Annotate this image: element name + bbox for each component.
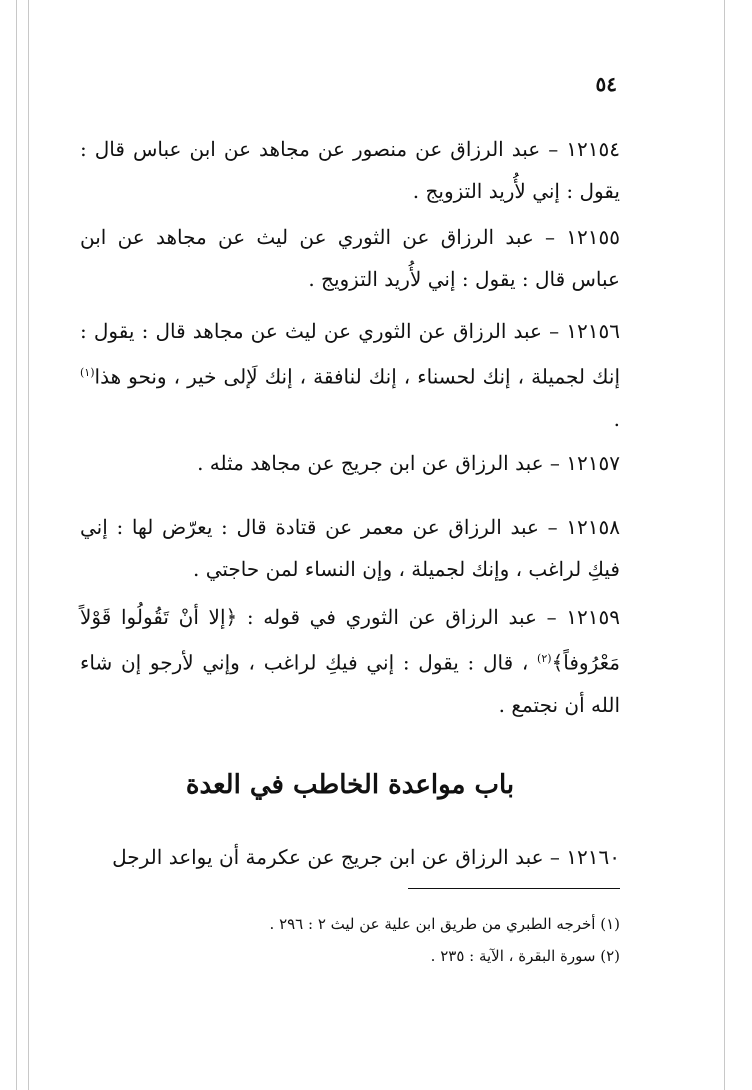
footnote-ref: (٢) — [537, 652, 552, 665]
hadith-entry: ١٢١٥٩ – عبد الرزاق عن الثوري في قوله : ﴿إلا أنْ تَقُولُوا قَوْلاً مَعْرُوفاً﴾$^{(٢)}$ ، قال : يقول : إني فيكِ لراغب ، وإني لأرجو إن شاء الله أن نجتمع . — [80, 605, 620, 717]
binding-line — [724, 0, 725, 1090]
hadith-entry: ١٢١٥٨ – عبد الرزاق عن معمر عن قتادة قال : يعرّض لها : إني فيكِ لراغب ، وإنك لجميلة ، وإن النساء لمن حاجتي . — [80, 515, 620, 581]
section-heading: باب مواعدة الخاطب في العدة — [185, 770, 515, 800]
footnote: (١) أخرجه الطبري من طريق ابن علية عن ليث ٢ : ٢٩٦ . — [269, 915, 620, 933]
binding-line — [28, 0, 29, 1090]
page-number: ٥٤ — [595, 72, 617, 96]
binding-line — [16, 0, 17, 1090]
hadith-entry: ١٢١٥٧ – عبد الرزاق عن ابن جريج عن مجاهد مثله . — [197, 451, 620, 475]
hadith-entry: ١٢١٥٤ – عبد الرزاق عن منصور عن مجاهد عن ابن عباس قال : يقول : إني لأُريد التزويج . — [80, 137, 620, 203]
footnote-ref: (١) — [80, 366, 95, 379]
hadith-entry: ١٢١٥٦ – عبد الرزاق عن الثوري عن ليث عن مجاهد قال : يقول : إنك لجميلة ، إنك لحسناء ، إنك لنافقة ، إنك لَإلى خير ، ونحو هذا$^{(١)}$ . — [80, 319, 620, 431]
hadith-entry: ١٢١٥٥ – عبد الرزاق عن الثوري عن ليث عن مجاهد عن ابن عباس قال : يقول : إني لأُريد التزويج . — [80, 225, 620, 291]
footnotes — [80, 908, 620, 972]
footnote-divider — [408, 888, 620, 889]
hadith-entry: ١٢١٦٠ – عبد الرزاق عن ابن جريج عن عكرمة أن يواعد الرجل — [112, 845, 620, 869]
footnote: (٢) سورة البقرة ، الآية : ٢٣٥ . — [430, 947, 620, 965]
